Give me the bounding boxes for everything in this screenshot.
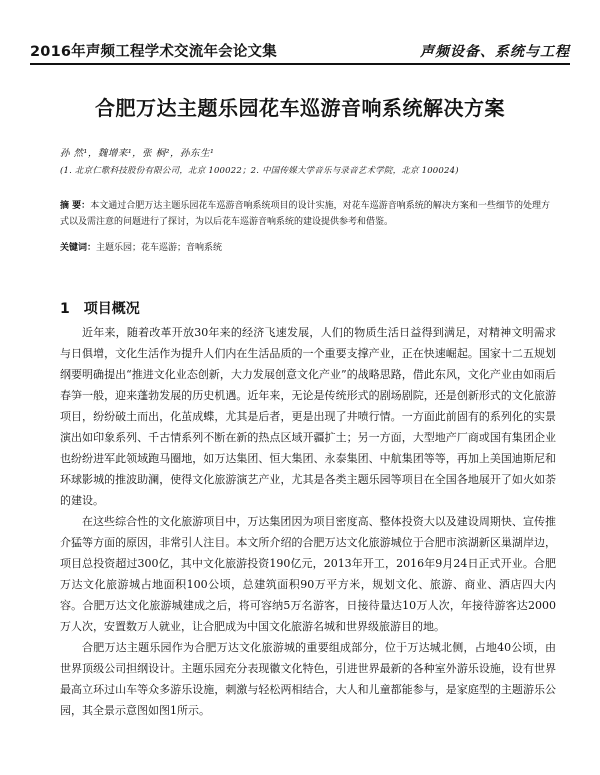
running-header [30, 40, 570, 61]
paragraph: 合肥万达主题乐园作为合肥万达文化旅游城的重要组成部分，位于万达城北侧，占地40公顷，由世界顶级公司担纲设计。主题乐园充分表现徽文化特色，引进世界最新的各种室外游乐设施，设有世界最高立环过山车等众多游乐设施，刺激与轻松两相结合，大人和儿童都能参与，是家庭型的主题游乐公园，其全景示意图如图1所示。 [60, 641, 556, 717]
keywords-text: 主题乐园；花车巡游；音响系统 [96, 243, 223, 253]
author-list: 孙 然¹，魏增来¹，张 桐²，孙东生¹ [60, 148, 215, 159]
section-heading [60, 298, 140, 318]
author-affiliation: (1. 北京仁歌科技股份有限公司，北京 100022；2. 中国传媒大学音乐与录音艺术学院，北京 100024) [60, 166, 459, 176]
header-divider [30, 63, 570, 65]
paragraph: 在这些综合性的文化旅游项目中，万达集团因为项目密度高、整体投资大以及建设周期快、宣传推介猛等方面的原因，非常引人注目。本文所介绍的合肥万达文化旅游城位于合肥市滨湖新区巢湖岸边，项目总投资超过300亿，其中文化旅游投资190亿元，2013年开工，2016年9月24日正式开业。合肥万达文化旅游城占地面积100公顷，总建筑面积90万平方米，规划文化、旅游、商业、酒店四大内容。合肥万达文化旅游城建成之后，将可容纳5万名游客，日接待量达10万人次，年接待游客达2000万人次，安置数万人就业，让合肥成为中国文化旅游名城和世界级旅游目的地。 [60, 515, 556, 633]
section-title: 项目概况 [83, 301, 140, 317]
keywords [60, 240, 550, 256]
abstract [60, 198, 550, 230]
section-category: 声频设备、系统与工程 [420, 44, 570, 60]
body-text [60, 322, 556, 721]
keywords-label: 关键词： [60, 243, 97, 253]
abstract-label: 摘 要： [60, 201, 91, 211]
section-number: 1 [60, 301, 70, 317]
abstract-text: 本文通过合肥万达主题乐园花车巡游音响系统项目的设计实施，对花车巡游音响系统的解决方案和一些细节的处理方式以及需注意的问题进行了探讨，为以后花车巡游音响系统的建设提供参考和借鉴。 [60, 201, 550, 227]
paragraph: 近年来，随着改革开放30年来的经济飞速发展，人们的物质生活日益得到满足，对精神文明需求与日俱增，文化生活作为提升人们内在生活品质的一个重要支撑产业，正在快速崛起。国家十二五规划纲要明确提出“推进文化业态创新，大力发展创意文化产业”的战略思路，借此东风，文化产业由如雨后春笋一般，迎来蓬勃发展的历史机遇。近年来，无论是传统形式的剧场剧院，还是创新形式的文化旅游项目，纷纷破土而出，化茧成蝶，尤其是后者，更是出现了井喷行情。一方面此前固有的系列化的实景演出如印象系列、千古情系列不断在新的热点区域开疆扩土；另一方面，大型地产厂商或国有集团企业也纷纷进军此领域跑马圈地，如万达集团、恒大集团、永泰集团、中航集团等等，再加上美国迪斯尼和环球影城的推波助澜，使得文化旅游演艺产业，尤其是各类主题乐园等项目在全国各地展开了如火如荼的建设。 [60, 326, 556, 507]
paper-title: 合肥万达主题乐园花车巡游音响系统解决方案 [95, 96, 505, 120]
proceedings-title: 2016年声频工程学术交流年会论文集 [30, 44, 277, 60]
